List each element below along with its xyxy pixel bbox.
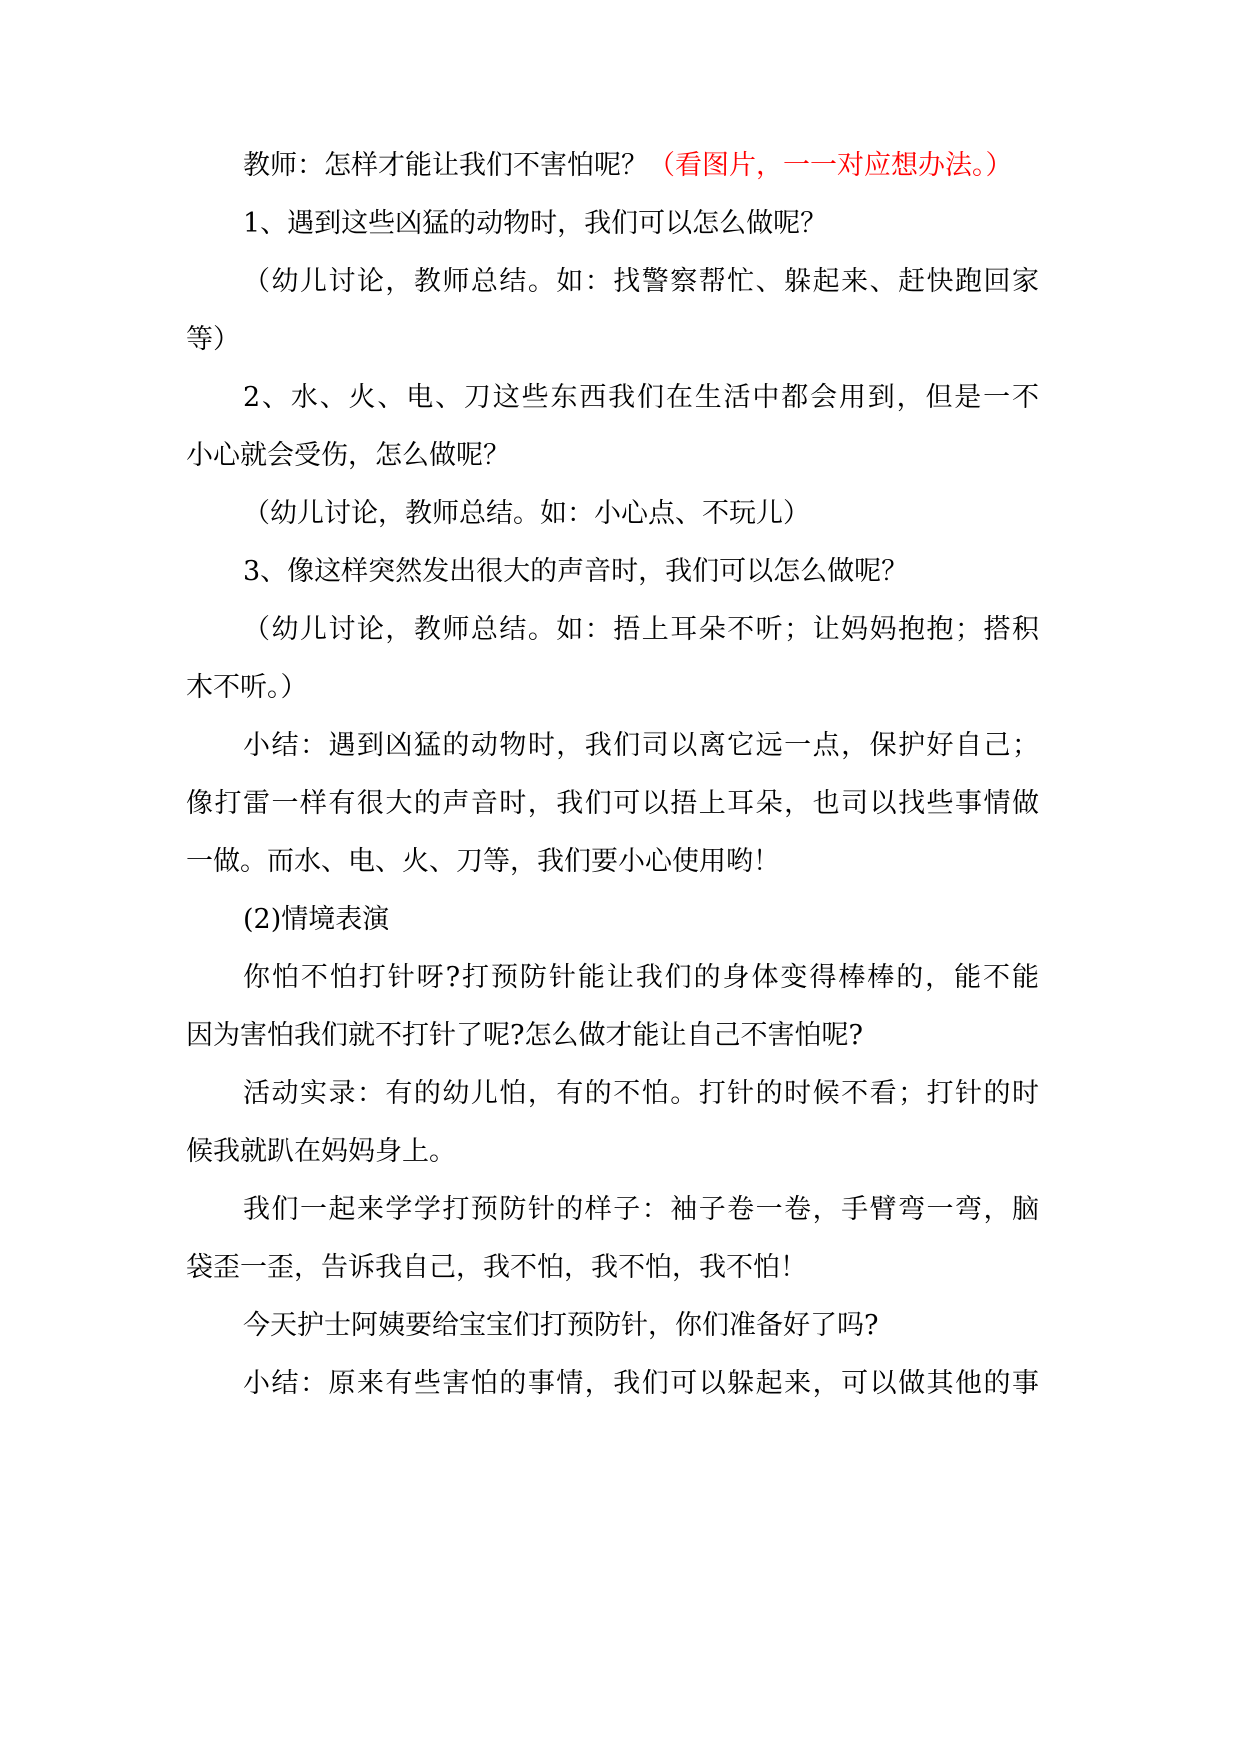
text-line-discussion-1: （幼儿讨论，教师总结。如：找警察帮忙、躲起来、赶快跑回家 xyxy=(243,266,1039,297)
text-line-teacher-question xyxy=(243,146,1013,186)
text-line-item-2: 2、水、火、电、刀这些东西我们在生活中都会用到，但是一不 xyxy=(243,382,1039,413)
text-line-imitate: 我们一起来学学打预防针的样子：袖子卷一卷，手臂弯一弯，脑 xyxy=(243,1194,1039,1225)
text-line-summary-1: 小结：遇到凶猛的动物时，我们司以离它远一点，保护好自己； xyxy=(243,730,1039,761)
highlight-note: （看图片，一一对应想办法。） xyxy=(648,150,1013,181)
text-line-summary-2: 小结：原来有些害怕的事情，我们可以躲起来，可以做其他的事 xyxy=(243,1368,1039,1399)
text-line-item-1: 1、遇到这些凶猛的动物时，我们可以怎么做呢？ xyxy=(243,208,828,239)
teacher-question-text: 教师：怎样才能让我们不害怕呢？ xyxy=(243,150,648,181)
text-line-imitate-cont: 袋歪一歪，告诉我自己，我不怕，我不怕，我不怕！ xyxy=(186,1252,807,1283)
text-line-discussion-3: （幼儿讨论，教师总结。如：捂上耳朵不听；让妈妈抱抱；搭积 xyxy=(243,614,1039,645)
text-line-activity-record-cont: 候我就趴在妈妈身上。 xyxy=(186,1136,456,1167)
text-line-injection-question: 你怕不怕打针呀?打预防针能让我们的身体变得棒棒的，能不能 xyxy=(243,962,1039,993)
text-line-nurse: 今天护士阿姨要给宝宝们打预防针，你们准备好了吗? xyxy=(243,1310,879,1341)
text-line-summary-1-end: 一做。而水、电、火、刀等，我们要小心使用哟！ xyxy=(186,846,780,877)
text-line-discussion-2: （幼儿讨论，教师总结。如：小心点、不玩儿） xyxy=(243,498,810,529)
text-line-injection-question-cont: 因为害怕我们就不打针了呢?怎么做才能让自己不害怕呢? xyxy=(186,1020,863,1051)
text-line-item-2-cont: 小心就会受伤，怎么做呢？ xyxy=(186,440,510,471)
section-heading-role-play: (2)情境表演 xyxy=(243,904,390,935)
text-line-activity-record: 活动实录：有的幼儿怕，有的不怕。打针的时候不看；打针的时 xyxy=(243,1078,1039,1109)
text-line-summary-1-cont: 像打雷一样有很大的声音时，我们可以捂上耳朵，也司以找些事情做 xyxy=(186,788,1039,819)
text-line-discussion-1-cont: 等） xyxy=(186,324,240,355)
text-line-discussion-3-cont: 木不听。） xyxy=(186,672,308,703)
text-line-item-3: 3、像这样突然发出很大的声音时，我们可以怎么做呢？ xyxy=(243,556,909,587)
